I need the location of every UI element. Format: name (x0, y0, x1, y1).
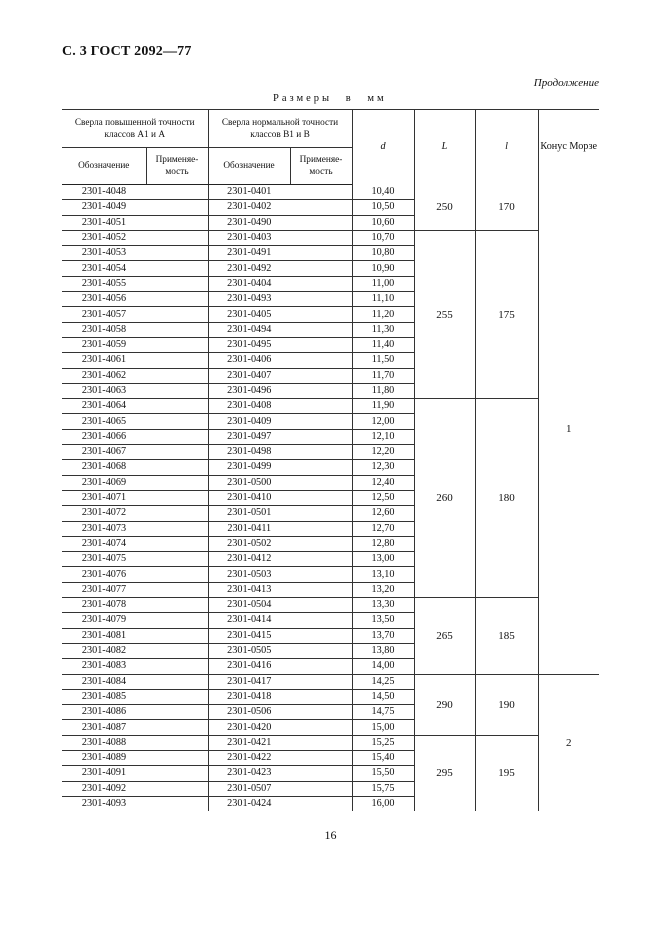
diameter-cell: 12,60 (352, 506, 414, 521)
diameter-cell: 15,75 (352, 781, 414, 796)
diameter-cell: 13,00 (352, 552, 414, 567)
designation-normal-cell: 2301-0401 (208, 185, 290, 200)
diameter-cell: 11,50 (352, 353, 414, 368)
application-high-cell (146, 475, 208, 490)
diameter-cell: 12,00 (352, 414, 414, 429)
application-normal-cell (290, 628, 352, 643)
header-l: l (475, 110, 538, 185)
designation-normal-cell: 2301-0409 (208, 414, 290, 429)
diameter-cell: 13,20 (352, 582, 414, 597)
application-normal-cell (290, 659, 352, 674)
designation-normal-cell: 2301-0416 (208, 659, 290, 674)
application-normal-cell (290, 689, 352, 704)
designation-normal-cell: 2301-0417 (208, 674, 290, 689)
length-working-cell: 180 (475, 399, 538, 598)
designation-high-cell: 2301-4051 (62, 215, 146, 230)
application-normal-cell (290, 368, 352, 383)
designation-normal-cell: 2301-0490 (208, 215, 290, 230)
application-high-cell (146, 536, 208, 551)
designation-normal-cell: 2301-0413 (208, 582, 290, 597)
designation-high-cell: 2301-4088 (62, 735, 146, 750)
application-high-cell (146, 322, 208, 337)
designation-normal-cell: 2301-0506 (208, 705, 290, 720)
application-normal-cell (290, 506, 352, 521)
length-working-cell: 190 (475, 674, 538, 735)
designation-normal-cell: 2301-0507 (208, 781, 290, 796)
application-high-cell (146, 383, 208, 398)
designation-high-cell: 2301-4079 (62, 613, 146, 628)
application-normal-cell (290, 567, 352, 582)
group-header-normal-precision: Сверла нормальной точности классов В1 и В (208, 110, 352, 148)
designation-normal-cell: 2301-0402 (208, 200, 290, 215)
length-total-cell: 265 (414, 598, 475, 674)
diameter-cell: 13,50 (352, 613, 414, 628)
application-normal-cell (290, 429, 352, 444)
application-normal-cell (290, 215, 352, 230)
designation-high-cell: 2301-4073 (62, 521, 146, 536)
application-normal-cell (290, 613, 352, 628)
designation-high-cell: 2301-4069 (62, 475, 146, 490)
diameter-cell: 11,10 (352, 292, 414, 307)
application-normal-cell (290, 246, 352, 261)
designation-high-cell: 2301-4075 (62, 552, 146, 567)
diameter-cell: 14,00 (352, 659, 414, 674)
application-high-cell (146, 628, 208, 643)
diameter-cell: 16,00 (352, 796, 414, 811)
designation-normal-cell: 2301-0494 (208, 322, 290, 337)
designation-high-cell: 2301-4054 (62, 261, 146, 276)
designation-high-cell: 2301-4083 (62, 659, 146, 674)
application-high-cell (146, 659, 208, 674)
designation-normal-cell: 2301-0405 (208, 307, 290, 322)
application-high-cell (146, 521, 208, 536)
designation-normal-cell: 2301-0404 (208, 276, 290, 291)
application-high-cell (146, 567, 208, 582)
application-high-cell (146, 445, 208, 460)
application-high-cell (146, 750, 208, 765)
designation-normal-cell: 2301-0415 (208, 628, 290, 643)
diameter-cell: 10,50 (352, 200, 414, 215)
designation-high-cell: 2301-4064 (62, 399, 146, 414)
designation-high-cell: 2301-4081 (62, 628, 146, 643)
designation-normal-cell: 2301-0496 (208, 383, 290, 398)
table-row (62, 230, 599, 245)
application-high-cell (146, 368, 208, 383)
diameter-cell: 10,40 (352, 185, 414, 200)
table-row (62, 598, 599, 613)
diameter-cell: 12,70 (352, 521, 414, 536)
designation-high-cell: 2301-4071 (62, 490, 146, 505)
header-morse-taper: Конус Морзе (538, 110, 599, 185)
application-normal-cell (290, 445, 352, 460)
diameter-cell: 11,80 (352, 383, 414, 398)
designation-high-cell: 2301-4066 (62, 429, 146, 444)
application-high-cell (146, 230, 208, 245)
diameter-cell: 14,75 (352, 705, 414, 720)
designation-normal-cell: 2301-0503 (208, 567, 290, 582)
length-total-cell: 250 (436, 201, 453, 214)
application-normal-cell (290, 720, 352, 735)
table-row (62, 735, 599, 750)
designation-normal-cell: 2301-0418 (208, 689, 290, 704)
page-number: 16 (324, 828, 337, 842)
application-high-cell (146, 414, 208, 429)
continuation-label: Продолжение (533, 77, 599, 89)
designation-normal-cell: 2301-0495 (208, 337, 290, 352)
length-total-cell: 260 (414, 399, 475, 598)
designation-normal-cell: 2301-0424 (208, 796, 290, 811)
designation-high-cell: 2301-4072 (62, 506, 146, 521)
designation-high-cell: 2301-4061 (62, 353, 146, 368)
application-normal-cell (290, 766, 352, 781)
diameter-cell: 10,80 (352, 246, 414, 261)
diameter-cell: 11,30 (352, 322, 414, 337)
diameter-cell: 12,80 (352, 536, 414, 551)
designation-high-cell: 2301-4052 (62, 230, 146, 245)
diameter-cell: 14,50 (352, 689, 414, 704)
application-normal-cell (290, 536, 352, 551)
diameter-cell: 15,25 (352, 735, 414, 750)
diameter-cell: 13,80 (352, 643, 414, 658)
designation-high-cell: 2301-4093 (62, 796, 146, 811)
application-high-cell (146, 490, 208, 505)
header-application-high: Применяе-мость (146, 148, 208, 185)
application-high-cell (146, 506, 208, 521)
designation-normal-cell: 2301-0403 (208, 230, 290, 245)
designation-normal-cell: 2301-0502 (208, 536, 290, 551)
application-high-cell (146, 796, 208, 811)
designation-normal-cell: 2301-0408 (208, 399, 290, 414)
table-row (62, 399, 599, 414)
diameter-cell: 12,10 (352, 429, 414, 444)
application-normal-cell (290, 200, 352, 215)
designation-high-cell: 2301-4087 (62, 720, 146, 735)
application-high-cell (146, 292, 208, 307)
diameter-cell: 10,90 (352, 261, 414, 276)
designation-high-cell: 2301-4078 (62, 598, 146, 613)
designation-high-cell: 2301-4062 (62, 368, 146, 383)
diameter-cell: 11,20 (352, 307, 414, 322)
application-normal-cell (290, 276, 352, 291)
application-normal-cell (290, 796, 352, 811)
designation-normal-cell: 2301-0421 (208, 735, 290, 750)
application-normal-cell (290, 552, 352, 567)
designation-high-cell: 2301-4067 (62, 445, 146, 460)
application-high-cell (146, 353, 208, 368)
application-normal-cell (290, 643, 352, 658)
designation-high-cell: 2301-4058 (62, 322, 146, 337)
group-header-high-precision: Сверла повышенной точности классов А1 и А (62, 110, 208, 148)
designation-normal-cell: 2301-0420 (208, 720, 290, 735)
designation-normal-cell: 2301-0498 (208, 445, 290, 460)
diameter-cell: 12,30 (352, 460, 414, 475)
diameter-cell: 11,90 (352, 399, 414, 414)
morse-taper-cell: 2 (538, 674, 599, 811)
diameter-cell: 11,00 (352, 276, 414, 291)
diameter-cell: 13,70 (352, 628, 414, 643)
diameter-cell: 15,40 (352, 750, 414, 765)
diameter-cell: 14,25 (352, 674, 414, 689)
designation-high-cell: 2301-4068 (62, 460, 146, 475)
diameter-cell: 15,50 (352, 766, 414, 781)
diameter-cell: 12,20 (352, 445, 414, 460)
designation-high-cell: 2301-4074 (62, 536, 146, 551)
application-normal-cell (290, 705, 352, 720)
designation-normal-cell: 2301-0504 (208, 598, 290, 613)
sizes-caption: Размеры в мм (273, 93, 387, 104)
designation-normal-cell: 2301-0414 (208, 613, 290, 628)
application-high-cell (146, 399, 208, 414)
morse-taper-cell: 1 (538, 185, 599, 675)
application-high-cell (146, 689, 208, 704)
designation-high-cell: 2301-4065 (62, 414, 146, 429)
application-normal-cell (290, 230, 352, 245)
designation-high-cell: 2301-4055 (62, 276, 146, 291)
application-high-cell (146, 720, 208, 735)
application-high-cell (146, 705, 208, 720)
table-row (62, 674, 599, 689)
designation-normal-cell: 2301-0500 (208, 475, 290, 490)
application-high-cell (146, 429, 208, 444)
application-normal-cell (290, 261, 352, 276)
diameter-cell: 11,40 (352, 337, 414, 352)
designation-high-cell: 2301-4085 (62, 689, 146, 704)
application-high-cell (146, 552, 208, 567)
designation-high-cell: 2301-4091 (62, 766, 146, 781)
designation-normal-cell: 2301-0497 (208, 429, 290, 444)
application-normal-cell (290, 322, 352, 337)
application-high-cell (146, 674, 208, 689)
header-L: L (414, 110, 475, 185)
application-high-cell (146, 337, 208, 352)
application-normal-cell (290, 185, 352, 200)
designation-high-cell: 2301-4057 (62, 307, 146, 322)
designation-normal-cell: 2301-0422 (208, 750, 290, 765)
application-normal-cell (290, 337, 352, 352)
length-total-cell: 295 (414, 735, 475, 811)
designation-high-cell: 2301-4048 (81, 186, 127, 198)
designation-high-cell: 2301-4089 (62, 750, 146, 765)
application-normal-cell (290, 735, 352, 750)
header-designation-normal: Обозначение (208, 148, 290, 185)
header-d: d (352, 110, 414, 185)
diameter-cell: 13,10 (352, 567, 414, 582)
length-working-cell: 195 (475, 735, 538, 811)
application-high-cell (146, 215, 208, 230)
designation-normal-cell: 2301-0407 (208, 368, 290, 383)
designation-normal-cell: 2301-0410 (208, 490, 290, 505)
designation-high-cell: 2301-4082 (62, 643, 146, 658)
application-normal-cell (290, 674, 352, 689)
designation-normal-cell: 2301-0423 (208, 766, 290, 781)
length-working-cell: 185 (475, 598, 538, 674)
application-high-cell (146, 200, 208, 215)
application-normal-cell (290, 383, 352, 398)
application-high-cell (146, 276, 208, 291)
application-high-cell (146, 582, 208, 597)
application-high-cell (146, 307, 208, 322)
designation-normal-cell: 2301-0505 (208, 643, 290, 658)
diameter-cell: 15,00 (352, 720, 414, 735)
designation-high-cell: 2301-4063 (62, 383, 146, 398)
table-row (62, 185, 599, 200)
application-normal-cell (290, 781, 352, 796)
length-working-cell: 170 (475, 185, 538, 231)
application-normal-cell (290, 582, 352, 597)
application-normal-cell (290, 353, 352, 368)
designation-normal-cell: 2301-0491 (208, 246, 290, 261)
application-high-cell (146, 781, 208, 796)
application-normal-cell (290, 414, 352, 429)
designation-high-cell: 2301-4059 (62, 337, 146, 352)
designation-normal-cell: 2301-0406 (208, 353, 290, 368)
designation-high-cell: 2301-4092 (62, 781, 146, 796)
diameter-cell: 10,70 (352, 230, 414, 245)
application-normal-cell (290, 399, 352, 414)
application-high-cell (146, 246, 208, 261)
application-high-cell (146, 735, 208, 750)
application-high-cell (146, 185, 208, 200)
application-normal-cell (290, 475, 352, 490)
application-high-cell (146, 643, 208, 658)
application-high-cell (146, 598, 208, 613)
diameter-cell: 13,30 (352, 598, 414, 613)
designation-high-cell: 2301-4049 (62, 200, 146, 215)
length-working-cell: 175 (475, 230, 538, 398)
designation-normal-cell: 2301-0412 (208, 552, 290, 567)
designation-normal-cell: 2301-0492 (208, 261, 290, 276)
designation-high-cell: 2301-4084 (62, 674, 146, 689)
application-normal-cell (290, 521, 352, 536)
designation-high-cell: 2301-4056 (62, 292, 146, 307)
length-total-cell: 290 (414, 674, 475, 735)
designation-high-cell: 2301-4077 (62, 582, 146, 597)
designation-high-cell: 2301-4086 (62, 705, 146, 720)
diameter-cell: 10,60 (352, 215, 414, 230)
page-header: С. 3 ГОСТ 2092—77 (62, 44, 192, 59)
designation-normal-cell: 2301-0501 (208, 506, 290, 521)
application-high-cell (146, 261, 208, 276)
drill-dimensions-table (62, 109, 599, 811)
table-body (62, 185, 599, 812)
header-designation-high: Обозначение (62, 148, 146, 185)
diameter-cell: 11,70 (352, 368, 414, 383)
application-normal-cell (290, 598, 352, 613)
application-normal-cell (290, 292, 352, 307)
application-normal-cell (290, 460, 352, 475)
designation-normal-cell: 2301-0493 (208, 292, 290, 307)
application-normal-cell (290, 490, 352, 505)
diameter-cell: 12,40 (352, 475, 414, 490)
application-normal-cell (290, 307, 352, 322)
designation-normal-cell: 2301-0499 (208, 460, 290, 475)
application-high-cell (146, 613, 208, 628)
length-total-cell: 255 (414, 230, 475, 398)
application-high-cell (146, 766, 208, 781)
header-application-normal: Применяе-мость (290, 148, 352, 185)
application-normal-cell (290, 750, 352, 765)
designation-normal-cell: 2301-0411 (208, 521, 290, 536)
application-high-cell (146, 460, 208, 475)
designation-high-cell: 2301-4076 (62, 567, 146, 582)
designation-high-cell: 2301-4053 (62, 246, 146, 261)
diameter-cell: 12,50 (352, 490, 414, 505)
